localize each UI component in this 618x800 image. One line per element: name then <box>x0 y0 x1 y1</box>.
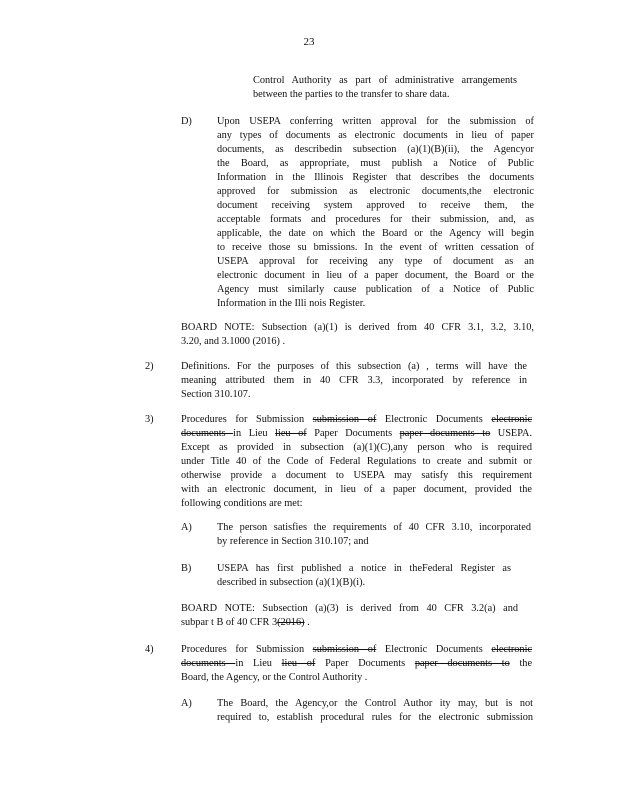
text-line: Except as provided in subsection (a)(1)(C),any person who is required <box>181 442 532 453</box>
page-number: 23 <box>303 36 315 48</box>
inserted-text: Procedures for Submission <box>181 414 313 425</box>
text-line: Board, the Agency, or the Control Authority . <box>181 672 368 683</box>
text-line: Information in the Illi nois Register. <box>217 298 366 309</box>
deleted-text: lieu of <box>275 428 307 439</box>
text-line: USEPA approval for receiving any type of document as an <box>217 256 534 267</box>
text-line: Section 310.107. <box>181 389 251 400</box>
text-line: Control Authority as part of administrative arrangements <box>253 75 517 86</box>
text-line: The Board, the Agency,or the Control Author ity may, but is not <box>217 698 533 709</box>
board-note-2 <box>181 602 518 630</box>
inserted-text: Paper Documents <box>315 658 415 669</box>
item-3-paragraph <box>181 413 532 511</box>
text-line: described in subsection (a)(1)(B)(i). <box>217 577 366 588</box>
item-4-paragraph <box>181 643 532 685</box>
text-line: otherwise provide a document to USEPA may satisfy this requirement <box>181 470 532 481</box>
text-line <box>181 413 532 427</box>
text-line: required to, establish procedural rules for the electronic submission <box>217 712 533 723</box>
text-line: Agency must similarly cause publication of a Notice of Public <box>217 284 534 295</box>
text-line: any types of documents as electronic documents in lieu of paper <box>217 130 534 141</box>
deleted-text: paper documents to <box>414 658 510 669</box>
text-line: electronic document in lieu of a paper document, the Board or the <box>217 270 534 281</box>
text-line: documents, as describedin subsection (a)(1)(B)(ii), the Agencyor <box>217 144 534 155</box>
item-4a-paragraph <box>217 697 533 725</box>
text-line: applicable, the date on which the Board or the Agency will begin <box>217 228 534 239</box>
item-3a-paragraph <box>217 521 531 549</box>
deleted-text: paper documents to <box>399 428 491 439</box>
continuation-text <box>253 74 517 102</box>
inserted-text: . <box>304 617 310 628</box>
text-line: 3.20, and 3.1000 (2016) . <box>181 336 286 347</box>
text-line: BOARD NOTE: Subsection (a)(1) is derived from 40 CFR 3.1, 3.2, 3.10, <box>181 322 534 333</box>
text-line: following conditions are met: <box>181 498 303 509</box>
text-line: BOARD NOTE: Subsection (a)(3) is derived from 40 CFR 3.2(a) and <box>181 603 518 614</box>
deleted-text: electronic <box>491 644 533 655</box>
item-2-paragraph <box>181 360 527 402</box>
inserted-text: Electronic Documents <box>376 644 492 655</box>
item-4-label: 4) <box>145 644 154 655</box>
text-line: under Title 40 of the Code of Federal Regulations to create and submit or <box>181 456 532 467</box>
item-3a-label: A) <box>181 522 192 533</box>
deleted-text: (2016) <box>277 617 305 628</box>
text-line: between the parties to the transfer to share data. <box>253 89 450 100</box>
deleted-text: documents <box>181 658 236 669</box>
text-line: acceptable formats and procedures for their submission, and, as <box>217 214 534 225</box>
text-line: Information in the Illinois Register that describes the documents <box>217 172 534 183</box>
text-line: with an electronic document, in lieu of a paper document, provided the <box>181 484 532 495</box>
item-3b-label: B) <box>181 563 192 574</box>
text-line <box>181 616 518 630</box>
item-d-paragraph <box>217 115 534 311</box>
inserted-text: Paper Documents <box>306 428 400 439</box>
inserted-text: USEPA. <box>490 428 533 439</box>
inserted-text: subpar t B of 40 CFR 3 <box>181 617 278 628</box>
item-4a-label: A) <box>181 698 192 709</box>
item-3b-paragraph <box>217 562 511 590</box>
item-d-label: D) <box>181 116 192 127</box>
text-line <box>181 657 532 671</box>
text-line: Upon USEPA conferring written approval for the submission of <box>217 116 534 127</box>
inserted-text: Electronic Documents <box>376 414 492 425</box>
board-note-1 <box>181 321 534 349</box>
text-line: to receive those su bmissions. In the event of written cessation of <box>217 242 534 253</box>
text-line: Definitions. For the purposes of this subsection (a) , terms will have the <box>181 361 527 372</box>
text-line: meaning attributed them in 40 CFR 3.3, incorporated by reference in <box>181 375 527 386</box>
text-line: The person satisfies the requirements of 40 CFR 3.10, incorporated <box>217 522 531 533</box>
inserted-text: Procedures for Submission <box>181 644 313 655</box>
text-line: USEPA has first published a notice in theFederal Register as <box>217 563 511 574</box>
item-3-label: 3) <box>145 414 154 425</box>
inserted-text: the <box>509 658 533 669</box>
text-line <box>181 427 532 441</box>
text-line: approved for submission as electronic documents,the electronic <box>217 186 534 197</box>
deleted-text: electronic <box>491 414 533 425</box>
text-line: by reference in Section 310.107; and <box>217 536 369 547</box>
text-line <box>181 643 532 657</box>
deleted-text: lieu of <box>281 658 316 669</box>
deleted-text: submission of <box>312 644 377 655</box>
inserted-text: in Lieu <box>235 658 282 669</box>
item-2-label: 2) <box>145 361 154 372</box>
deleted-text: documents <box>181 428 234 439</box>
inserted-text: in Lieu <box>233 428 276 439</box>
deleted-text: submission of <box>312 414 377 425</box>
text-line: document receiving system approved to receive them, the <box>217 200 534 211</box>
text-line: the Board, as appropriate, must publish a Notice of Public <box>217 158 534 169</box>
